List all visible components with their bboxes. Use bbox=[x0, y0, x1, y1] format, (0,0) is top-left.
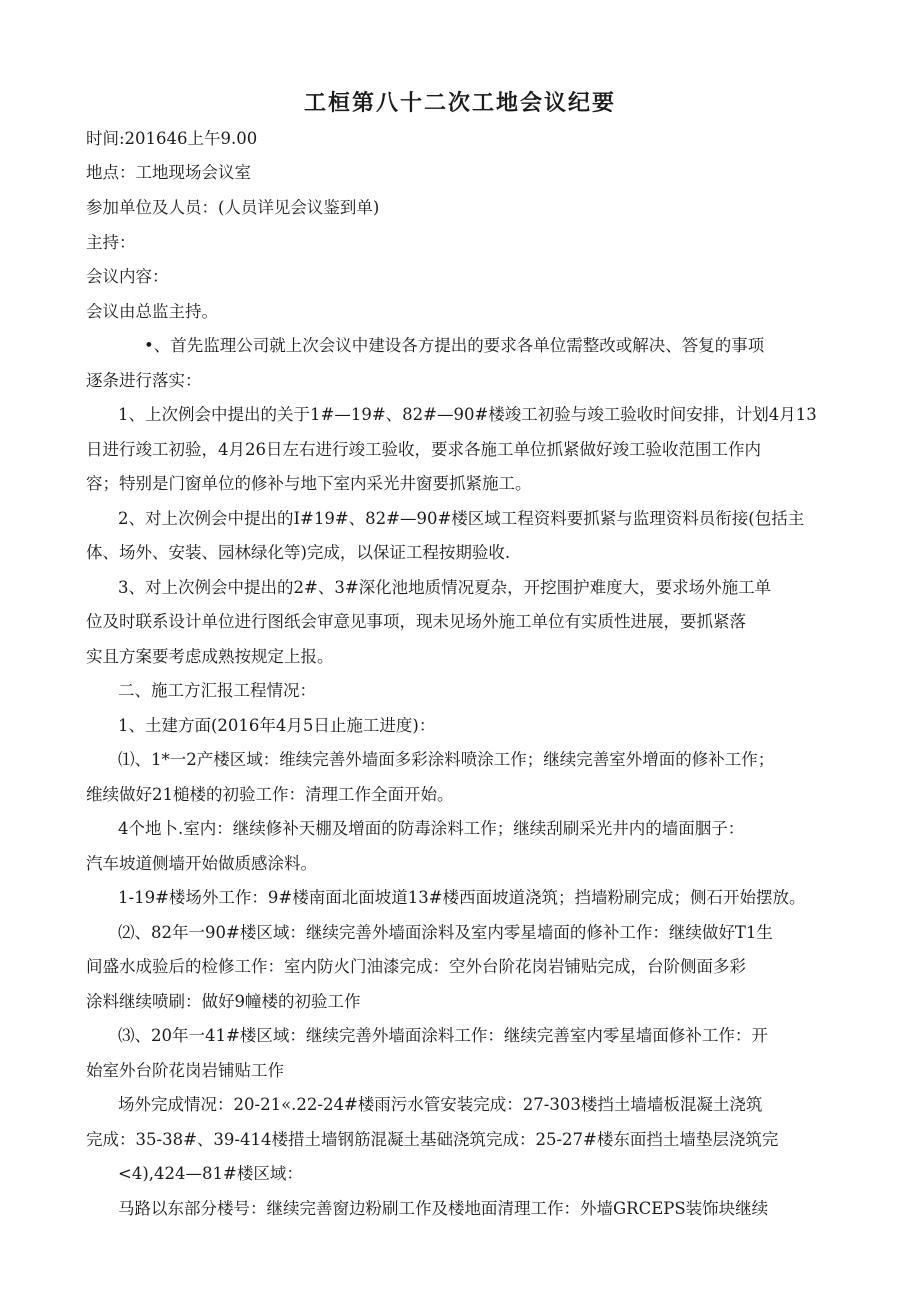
paragraph-line: 逐条进行落实： bbox=[86, 371, 202, 390]
paragraph-line: 涂料继续喷刷：做好9幢楼的初验工作 bbox=[86, 992, 361, 1011]
paragraph-line: 容；特别是门窗单位的修补与地下室内采光井窗要抓紧施工。 bbox=[86, 474, 532, 493]
paragraph-line: <4),424—81#楼区域： bbox=[118, 1164, 303, 1183]
paragraph-line: 间盛水成验后的检修工作：室内防火门油漆完成：空外台阶花岗岩铺贴完成，台阶侧面多彩 bbox=[86, 957, 746, 976]
paragraph-line: 1、上次例会中提出的关于1#—19#、82#—90#楼竣工初验与竣工验收时间安排，计划4月13 bbox=[118, 405, 817, 424]
paragraph-line: 1、土建方面(2016年4月5日止施工进度)： bbox=[118, 716, 436, 735]
paragraph-line: 始室外台阶花岗岩铺贴工作 bbox=[86, 1061, 284, 1080]
paragraph-line: ⑵、82年一90#楼区域：继续完善外墙面涂料及室内零星墙面的修补工作：继续做好T1生 bbox=[118, 923, 773, 942]
paragraph-line: ⑶、20年一41#楼区域：继续完善外墙面涂料工作：继续完善室内零星墙面修补工作：开 bbox=[118, 1026, 768, 1045]
paragraph-line: 3、对上次例会中提出的2#、3#深化池地质情况夏杂，开挖围护难度大，要求场外施工单 bbox=[118, 578, 772, 597]
meeting-chaired: 会议由总监主持。 bbox=[86, 302, 218, 321]
section-heading: 二、施工方汇报工程情况： bbox=[118, 681, 316, 700]
paragraph-line: 维续做好21槌楼的初验工作：清理工作全面开始。 bbox=[86, 785, 454, 804]
paragraph-line: 体、场外、安装、园林绿化等)完成，以保证工程按期验收. bbox=[86, 543, 511, 562]
paragraph-line: 场外完成情况：20-21«.22-24#楼雨污水管安装完成：27-303楼挡土墙墙板混凝土浇筑 bbox=[118, 1095, 763, 1114]
meeting-attendees: 参加单位及人员：(人员详见会议鉴到单) bbox=[86, 198, 380, 217]
paragraph-line: 1-19#楼场外工作：9#楼南面北面坡道13#楼西面坡道浇筑；挡墙粉刷完成；侧石开始摆放。 bbox=[118, 888, 806, 907]
meeting-time: 时间:201646上午9.00 bbox=[86, 129, 258, 148]
paragraph-line: ⑴、1*一2产楼区域：维续完善外墙面多彩涂料喷涂工作；继续完善室外增面的修补工作； bbox=[118, 750, 775, 769]
paragraph-line: 日进行竣工初验，4月26日左右进行竣工验收，要求各施工单位抓紧做好竣工验收范围工作内 bbox=[86, 440, 761, 459]
paragraph-line: 2、对上次例会中提出的I#19#、82#—90#楼区域工程资料要抓紧与监理资料员衔接(包括主 bbox=[118, 509, 805, 528]
meeting-place: 地点：工地现场会议室 bbox=[86, 163, 251, 182]
paragraph-line: 实且方案要考虑成熟按规定上报。 bbox=[86, 647, 334, 666]
page-title: 工桓第八十二次工地会议纪要 bbox=[303, 90, 616, 116]
paragraph-line: •、首先监理公司就上次会议中建设各方提出的要求各单位需整改或解决、答复的事项 bbox=[144, 336, 765, 355]
meeting-host: 主持： bbox=[86, 233, 136, 252]
paragraph-line: 位及时联系设计单位进行图纸会审意见事项，现未见场外施工单位有实质性进展，要抓紧落 bbox=[86, 612, 746, 631]
paragraph-line: 完成：35-38#、39-414楼措土墙钢筋混凝土基础浇筑完成：25-27#楼东面挡土墙垫层浇筑完 bbox=[86, 1130, 779, 1149]
paragraph-line: 4个地卜.室内：继续修补天棚及增面的防毒涂料工作；继续刮刷采光井内的墙面胭子： bbox=[118, 819, 745, 838]
paragraph-line: 马路以东部分楼号：继续完善窗边粉刷工作及楼地面清理工作：外墙GRCEPS装饰块继续 bbox=[118, 1199, 769, 1218]
meeting-content-label: 会议内容： bbox=[86, 267, 169, 286]
paragraph-line: 汽车坡道侧墙开始做质感涂料。 bbox=[86, 854, 317, 873]
